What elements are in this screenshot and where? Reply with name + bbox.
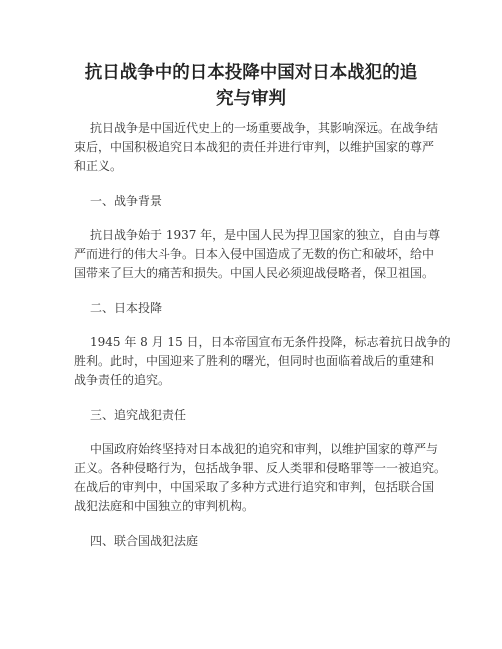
intro-line-2: 束后，中国积极追究日本战犯的责任并进行审判，以维护国家的尊严: [74, 140, 435, 154]
section-2-line-3: 战争责任的追究。: [74, 373, 171, 387]
section-heading-war-criminals: 三、追究战犯责任: [90, 408, 187, 422]
intro-line-1: 抗日战争是中国近代史上的一场重要战争，其影响深远。在战争结: [90, 121, 439, 135]
section-3-line-1: 中国政府始终坚持对日本战犯的追究和审判，以维护国家的尊严与: [90, 442, 439, 456]
section-1-line-2: 严而进行的伟大斗争。日本入侵中国造成了无数的伤亡和破坏，给中: [74, 247, 435, 261]
section-heading-background: 一、战争背景: [90, 194, 163, 208]
section-1-line-1: 抗日战争始于 1937 年，是中国人民为捍卫国家的独立，自由与尊: [90, 228, 441, 242]
section-2-line-1: 1945 年 8 月 15 日，日本帝国宣布无条件投降，标志着抗日战争的: [90, 335, 451, 349]
intro-line-3: 和正义。: [74, 159, 123, 173]
section-heading-surrender: 二、日本投降: [90, 301, 163, 315]
section-3-line-3: 在战后的审判中，中国采取了多种方式进行追究和审判，包括联合国: [74, 480, 435, 494]
document-title-line-1: 抗日战争中的日本投降中国对日本战犯的追: [84, 63, 418, 83]
section-3-line-2: 正义。各种侵略行为，包括战争罪、反人类罪和侵略罪等一一被追究。: [74, 461, 447, 475]
document-title-line-2: 究与审判: [216, 89, 286, 109]
section-2-line-2: 胜利。此时，中国迎来了胜利的曙光，但同时也面临着战后的重建和: [74, 354, 435, 368]
section-1-line-3: 国带来了巨大的痛苦和损失。中国人民必须迎战侵略者，保卫祖国。: [74, 266, 435, 280]
section-3-line-4: 战犯法庭和中国独立的审判机构。: [74, 499, 255, 513]
section-heading-un-tribunal: 四、联合国战犯法庭: [90, 534, 199, 548]
